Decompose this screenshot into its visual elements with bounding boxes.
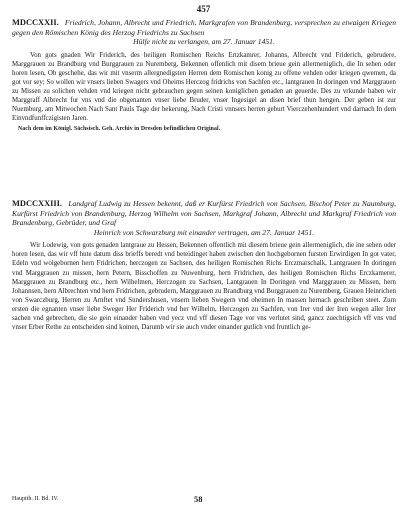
entry-title: Friedrich, Johann, Albrecht und Friedrich, Markgrafen von Brandenburg, versprechen zu etwaigen Kriegen gegen den Römischen König des Herzog Friedrichs zu Sachsen	[12, 18, 396, 37]
entry-subtitle: Hülfe nicht zu verlangen, am 27. Januar 1451.	[133, 37, 275, 47]
entry-body-text: Von gots gnaden Wir Friderich, des heiligen Romischen Reichs Ertzkamrer, Johanns, Albrecht vnd Friderich, gebrudere, Marggrauen zu Brandburg vnd Burggrauen zu Nuremberg, Bekennen offenlich mit disem brieue gein allermeniglich, die In sehen oder horen lesen, Ob geschehe, das wir mit vnserm allergnedigsten Herren dem Romischen konig zu offene vehden oder kriegen qwemen, da got vor sey; So wollen wir vnsers lieben Swagers vnd Oheims Herczog fridrichs von Sachfen etc., lantgrauen In doringen vnd Marggrauen zu Missen zu solichen vehden vnd kriegen nicht gebrauchen gegen seinen koniglichen genaden an geuerde. Des zu vrkunde haben wir Marggraff Albrecht fur vns vnd die obgenanten vnser liebe Bruder, vnser Ingesigel an disen brief thun hengen. Der geben ist zur Nuemburg, am Mitwochen Nach Sant Pauls Tage der bekerung, Nach Cristi vnnsers herren geburt Vierczehenhundert vnd darnach In dem Einvndfunffczigisten Jaren.	[12, 51, 396, 123]
entry-heading	[12, 199, 396, 237]
leaf-number: 58	[194, 494, 203, 504]
entry-number: MDCCXXII.	[12, 18, 59, 27]
document-entry-1722	[12, 18, 396, 132]
source-note: Nach dem im Königl. Sächsisch. Geh. Archiv in Dresden befindlichen Original.	[18, 126, 221, 133]
entry-body-text: Wir Lodewig, von gots genaden lantgraue zu Hessen, Bekennen offentlich mit diesem brieue gein allermeniglich, die ine sehen oder horen lesen, das wir vff hute datum diss brieffs beredt vnd beteidinget haben zwischen den hochgebornen fursten Erwirdigen In got vater, Edeln vnd wolgebornen hern Fridrichen, herczogen zu Sachsen, des heiligen Romischen Richs Erczmarschalk, Lantgrauen In doringen vnd Marggrauen zu missen, hern Petern, Bisschoffen zu Nuwenburg, hern Fridrichen, des heiligen Romischen Richs Erczkamerer, Marggrauen zu Brandburg etc., hern Wilhelmen, Herczogen zu Sachsen, Lantgrauen In Doringen vnd Marggrauen zu Missen, hern Johannsen, hern Albrechten vnd hern Fridrichen, gebrudern, Marggrauen zu Brandburg vnd Burggrauen zu Nuremberg, Grauen Heinrichen von Swarczburg, Herren zu Arnftet vnd Sundershusen, vnsern lieben Swegern vnd oheimen In massen hernach geschriben steet. Zum ersten die egnanten vnser liebe Sweger Her Friderich vnd her Wilhelm, Herczogen zu Sachfen, von Irer vnd der Iren wegen aller Irer sachen vnd gebrechen, die sie gein einander haben vnd yecz vnd vff diesen Tage vor vns verlutet sind, gancz zuechtigsich vff vns vnd vnser Erber Rethe zu entscheiden sind komen, Darumb wir sie auch vnder einander gutlich vnd fruntlich ge-	[12, 242, 396, 331]
entry-title: Landgraf Ludwig zu Hessen bekennt, daß er Kurfürst Friedrich von Sachsen, Bischof Peter zu Naumburg, Kurfürst Friedrich von Brandenburg, Herzog Wilhelm von Sachsen, Markgraf Johann, Albrecht und Markgraf Friedrich von Brandenburg, Gebrüder, und Graf	[12, 199, 396, 228]
page-number: 457	[196, 4, 211, 14]
entry-heading	[12, 18, 396, 47]
entry-subtitle: Heinrich von Schwarzburg mit einander vertragen, am 27. Januar 1451.	[93, 227, 315, 237]
entry-number: MDCCXXIII.	[12, 199, 63, 208]
document-entry-1723	[12, 199, 396, 332]
signature-mark: Hauptth. II. Bd. IV.	[12, 496, 59, 502]
